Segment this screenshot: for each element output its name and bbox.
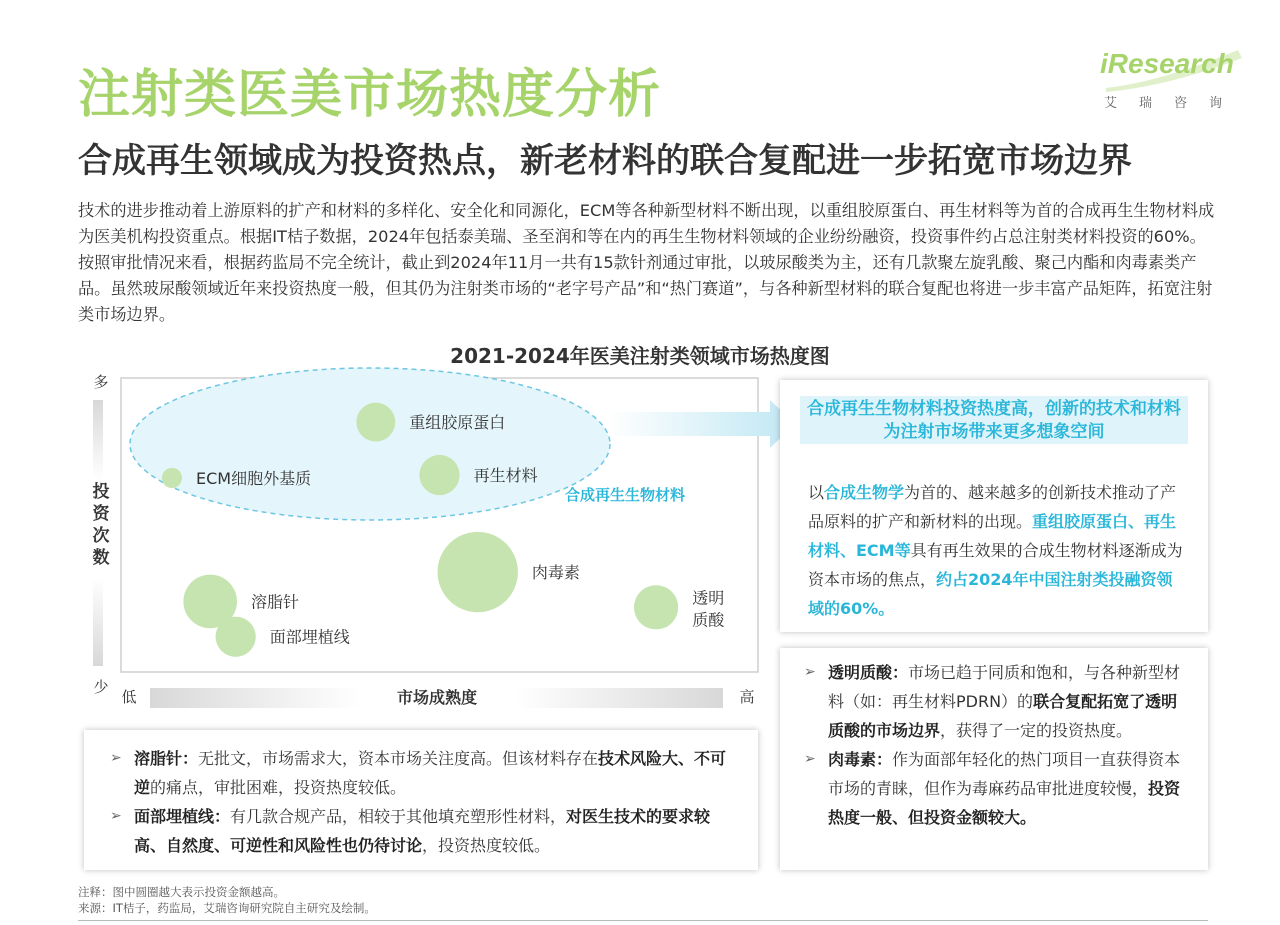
callout-arrow <box>608 400 795 448</box>
bubble-0 <box>162 468 182 488</box>
arrow-right-icon: ➢ <box>804 664 816 680</box>
bullet-bold: 对医生技术的要求较高、自然度、可逆性和风险性也仍待讨论 <box>134 807 711 855</box>
bullet-text: ，投资热度较低。 <box>422 836 551 855</box>
bullet-lipolysis <box>110 744 730 802</box>
bullet-key: 面部埋植线： <box>134 807 231 826</box>
bullet-threads <box>110 802 730 860</box>
bullet-bold: 技术风险大、不可逆 <box>134 749 727 797</box>
bubble-label: 面部埋植线 <box>269 627 350 647</box>
callout-seg: 以 <box>808 483 825 502</box>
callout-seg-highlight: 重组胶原蛋白、再生材料、ECM等 <box>808 512 1177 560</box>
bubble-label: 溶脂针 <box>250 592 299 612</box>
bubble-5 <box>216 617 256 657</box>
bullet-text: 有几款合规产品，相较于其他填充塑形性材料， <box>230 807 567 826</box>
x-axis-bar-right <box>515 688 723 708</box>
bullet-text: 无批文，市场需求大，资本市场关注度高。但该材料存在 <box>198 749 599 768</box>
page-title: 注射类医美市场热度分析 <box>78 65 662 125</box>
bullet-key: 透明质酸： <box>828 663 909 682</box>
bubble-3 <box>438 532 518 612</box>
x-axis-title: 市场成熟度 <box>396 688 478 707</box>
bullet-text: 市场已趋于同质和饱和，与各种新型材料（如：再生材料PDRN）的 <box>828 663 1181 711</box>
arrow-right-icon: ➢ <box>110 750 122 766</box>
intro-paragraph: 技术的进步推动着上游原料的扩产和材料的多样化、安全化和同源化，ECM等各种新型材料不断出现，以重组胶原蛋白、再生材料等为首的合成再生生物材料成为医美机构投资重点。根据IT桔子数据，2024年包括泰美瑞、圣至润和等在内的再生生物材料领域的企业纷纷融资，投资事件约占总注射类材料投资的60%。按照审批情况来看，根据药监局不完全统计，截止到2024年11月一共有15款针剂通过审批，以玻尿酸类为主，还有几款聚左旋乳酸、聚己内酯和肉毒素类产品。虽然玻尿酸领域近年来投资热度一般，但其仍为注射类市场的“老字号产品”和“热门赛道”，与各种新型材料的联合复配也将进一步丰富产品矩阵，拓宽注射类市场边界。 <box>78 201 1215 324</box>
bullet-key: 肉毒素： <box>828 750 893 769</box>
callout-seg: 为首的、越来越多的创新技术推动了产品原料的扩产和新材料的出现。 <box>808 483 1177 531</box>
footer-source: 来源：IT桔子，药监局，艾瑞咨询研究院自主研究及绘制。 <box>78 901 376 915</box>
logo-wordmark: iResearch <box>1100 48 1234 79</box>
y-axis-bar-bottom <box>93 578 103 666</box>
y-axis-low-label: 少 <box>93 678 109 696</box>
bullet-hyaluronic <box>804 658 1188 745</box>
bullet-key: 溶脂针： <box>134 749 199 768</box>
synthetic-group-ellipse <box>130 368 610 520</box>
bubble-label: 肉毒素 <box>531 563 580 583</box>
callout-seg-highlight: 约占2024年中国注射类投融资领域的60%。 <box>808 570 1173 618</box>
x-axis-bar-left <box>150 688 360 708</box>
callout-seg: 具有再生效果的合成生物材料逐渐成为资本市场的焦点， <box>808 541 1183 589</box>
callout-synthetic-header: 合成再生生物材料投资热度高，创新的技术和材料为注射市场带来更多想象空间 <box>800 396 1188 444</box>
bullet-text: ，获得了一定的投资热度。 <box>940 721 1133 740</box>
page-subtitle: 合成再生领域成为投资热点，新老材料的联合复配进一步拓宽市场边界 <box>78 141 1132 181</box>
y-axis-high-label: 多 <box>93 373 109 391</box>
callout-synthetic <box>780 380 1208 632</box>
y-axis-title: 投资次数 <box>92 482 110 568</box>
bullet-botox <box>804 745 1188 832</box>
footer <box>78 884 376 916</box>
bubble-label: 再生材料 <box>473 466 538 486</box>
bubble-label: 透明 <box>692 588 725 608</box>
footer-rule <box>78 920 1208 921</box>
bubble-6 <box>634 585 678 629</box>
bubble-label: 质酸 <box>692 610 725 630</box>
x-axis-low-label: 低 <box>121 688 137 706</box>
x-axis-high-label: 高 <box>739 688 755 706</box>
callout-seg-highlight: 合成生物学 <box>824 483 905 502</box>
arrow-right-icon: ➢ <box>110 808 122 824</box>
callout-hyaluronic-botox <box>780 648 1208 870</box>
y-axis-bar-top <box>93 400 103 480</box>
logo-chinese: 艾瑞咨询 <box>1104 96 1245 111</box>
callout-synthetic-body <box>808 478 1188 623</box>
bullet-text: 的痛点，审批困难，投资热度较低。 <box>150 778 407 797</box>
footer-note: 注释：图中圆圈越大表示投资金额越高。 <box>78 885 285 899</box>
bullet-bold: 投资热度一般、但投资金额较大。 <box>828 779 1181 827</box>
bullet-text: 作为面部年轻化的热门项目一直获得资本市场的青睐，但作为毒麻药品审批进度较慢， <box>828 750 1181 798</box>
arrow-right-icon: ➢ <box>804 751 816 767</box>
bubble-label: 重组胶原蛋白 <box>409 413 506 433</box>
bubble-2 <box>419 455 459 495</box>
group-label: 合成再生生物材料 <box>564 486 686 504</box>
bubble-1 <box>356 403 395 442</box>
bubble-label: ECM细胞外基质 <box>196 468 312 488</box>
callout-lipolysis-threads <box>84 730 758 870</box>
bullet-bold: 联合复配拓宽了透明质酸的市场边界 <box>828 692 1178 740</box>
chart-title: 2021-2024年医美注射类领域市场热度图 <box>450 344 830 368</box>
